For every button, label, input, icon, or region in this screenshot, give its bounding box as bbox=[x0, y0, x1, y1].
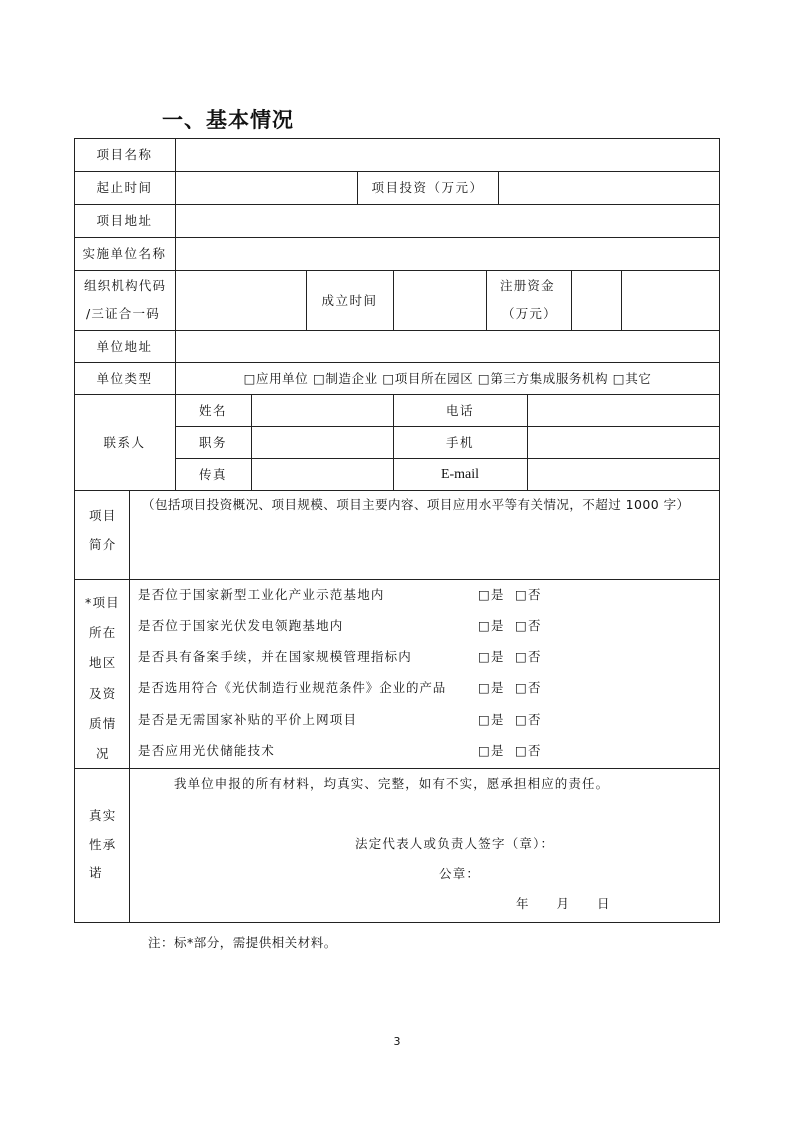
phone-field[interactable] bbox=[528, 395, 719, 426]
project-address-field[interactable] bbox=[176, 205, 719, 237]
project-name-label: 项目名称 bbox=[96, 147, 153, 162]
intro-hint: （包括项目投资概况、项目规模、项目主要内容、项目应用水平等有关情况，不超过 1000 字） bbox=[142, 497, 690, 512]
email-field[interactable] bbox=[528, 459, 719, 490]
page-number: 3 bbox=[393, 1035, 401, 1048]
pledge-label-2: 诺 bbox=[89, 865, 103, 880]
mobile-field[interactable] bbox=[528, 427, 719, 458]
phone-label: 电话 bbox=[445, 402, 474, 418]
fax-field[interactable] bbox=[252, 459, 393, 490]
pledge-text: 我单位申报的所有材料，均真实、完整，如有不实，愿承担相应的责任。 bbox=[174, 776, 610, 791]
investment-label: 项目投资（万元） bbox=[371, 180, 484, 195]
pledge-label-0: 真实 bbox=[89, 808, 117, 823]
capital-label-1: 注册资金 bbox=[500, 278, 555, 293]
implementer-field[interactable] bbox=[176, 238, 719, 270]
qual-no-1[interactable]: □否 bbox=[515, 618, 542, 633]
capital-extra-field[interactable] bbox=[622, 271, 719, 330]
fax-label: 传真 bbox=[198, 466, 227, 482]
date-label: 年 月 日 bbox=[516, 896, 611, 911]
qual-item-2: 是否具有备案手续，并在国家规模管理指标内 bbox=[138, 649, 413, 664]
qual-item-4: 是否是无需国家补贴的平价上网项目 bbox=[138, 712, 358, 727]
page-title: 一、基本情况 bbox=[162, 108, 294, 132]
capital-field[interactable] bbox=[572, 271, 621, 330]
qual-no-2[interactable]: □否 bbox=[515, 649, 542, 664]
project-address-label: 项目地址 bbox=[96, 213, 153, 228]
unit-address-label: 单位地址 bbox=[96, 338, 153, 354]
basic-info-form bbox=[74, 138, 720, 923]
unit-type-options[interactable]: □应用单位 □制造企业 □项目所在园区 □第三方集成服务机构 □其它 bbox=[243, 370, 652, 386]
qual-item-0: 是否位于国家新型工业化产业示范基地内 bbox=[138, 587, 385, 602]
established-field[interactable] bbox=[394, 271, 486, 330]
footnote: 注：标*部分，需提供相关材料。 bbox=[148, 935, 337, 950]
investment-field[interactable] bbox=[499, 172, 719, 204]
implementer-label: 实施单位名称 bbox=[82, 246, 167, 261]
position-field[interactable] bbox=[252, 427, 393, 458]
qual-item-5: 是否应用光伏储能技术 bbox=[138, 743, 276, 758]
established-label: 成立时间 bbox=[321, 292, 378, 308]
qual-yes-1[interactable]: □是 bbox=[478, 618, 505, 633]
qual-label-4: 质情 bbox=[89, 716, 117, 731]
position-label: 职务 bbox=[198, 434, 227, 450]
qual-yes-4[interactable]: □是 bbox=[478, 712, 505, 727]
capital-label-2: （万元） bbox=[502, 306, 557, 321]
qual-no-5[interactable]: □否 bbox=[515, 743, 542, 758]
period-field[interactable] bbox=[176, 172, 357, 204]
qual-yes-0[interactable]: □是 bbox=[478, 587, 505, 602]
mobile-label: 手机 bbox=[445, 434, 474, 450]
qual-no-3[interactable]: □否 bbox=[515, 680, 542, 695]
seal-label: 公章： bbox=[439, 866, 481, 881]
email-label: E-mail bbox=[440, 466, 480, 482]
intro-field[interactable] bbox=[130, 516, 719, 578]
qual-yes-3[interactable]: □是 bbox=[478, 680, 505, 695]
intro-label-2: 简介 bbox=[89, 537, 117, 552]
qual-label-1: 所在 bbox=[89, 625, 117, 640]
qual-label-3: 及资 bbox=[89, 686, 117, 701]
qual-label-0: *项目 bbox=[85, 595, 120, 610]
org-code-label-2: /三证合一码 bbox=[86, 306, 160, 321]
name-label: 姓名 bbox=[198, 402, 227, 418]
org-code-label-1: 组织机构代码 bbox=[84, 278, 167, 293]
pledge-label-1: 性承 bbox=[89, 837, 117, 852]
intro-label-1: 项目 bbox=[89, 508, 117, 523]
signature-label: 法定代表人或负责人签字（章）： bbox=[355, 836, 555, 851]
project-name-field[interactable] bbox=[176, 139, 719, 171]
qual-label-5: 况 bbox=[96, 746, 110, 761]
org-code-field[interactable] bbox=[176, 271, 306, 330]
qual-item-3: 是否选用符合《光伏制造行业规范条件》企业的产品 bbox=[138, 680, 447, 695]
qual-no-4[interactable]: □否 bbox=[515, 712, 542, 727]
unit-type-label: 单位类型 bbox=[96, 370, 153, 386]
qual-yes-5[interactable]: □是 bbox=[478, 743, 505, 758]
unit-address-field[interactable] bbox=[176, 331, 719, 362]
qual-no-0[interactable]: □否 bbox=[515, 587, 542, 602]
name-field[interactable] bbox=[252, 395, 393, 426]
qual-label-2: 地区 bbox=[89, 655, 117, 670]
contact-label: 联系人 bbox=[103, 434, 146, 450]
period-label: 起止时间 bbox=[96, 180, 153, 195]
qual-yes-2[interactable]: □是 bbox=[478, 649, 505, 664]
qual-item-1: 是否位于国家光伏发电领跑基地内 bbox=[138, 618, 344, 633]
